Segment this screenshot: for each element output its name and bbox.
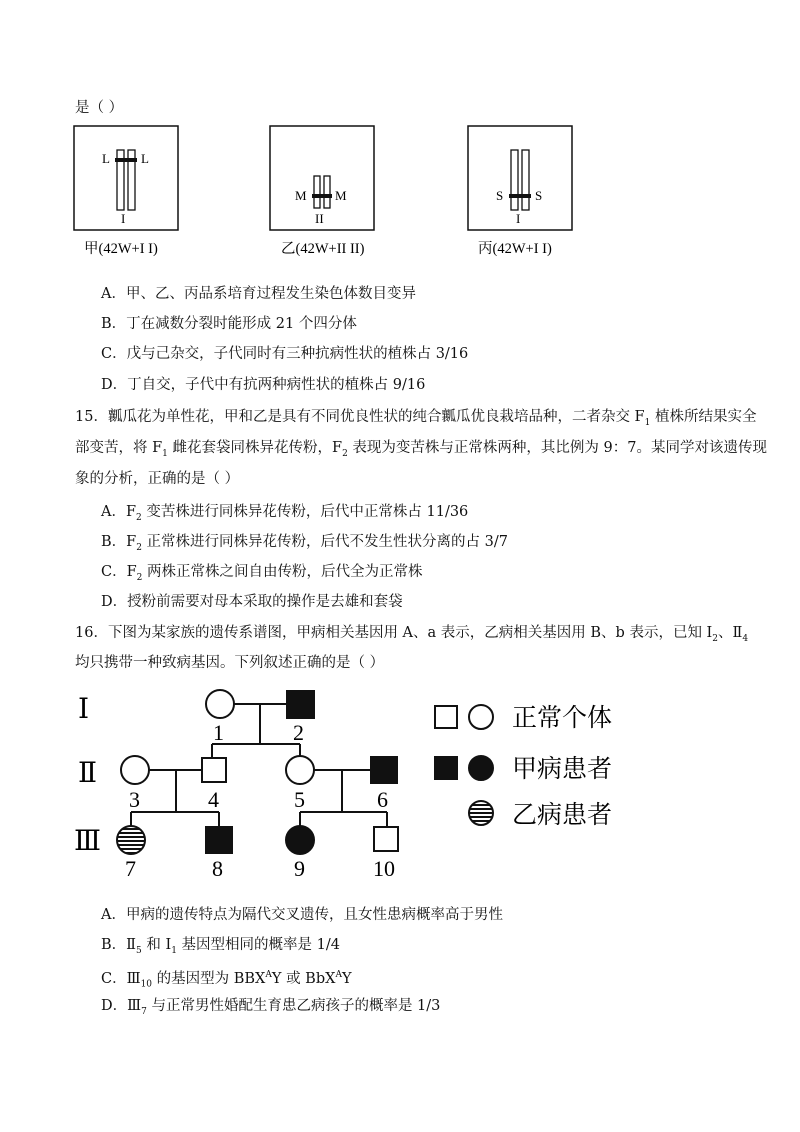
individual-4-number: 4 [208,787,219,812]
roman-label: I [121,211,126,226]
generation-label-3: Ⅲ [74,826,102,857]
pedigree-legend [435,703,612,829]
individual-3-symbol [121,756,149,784]
q14-option-d: D．丁自交，子代中有抗两种病性状的植株占 9/16 [101,377,426,393]
q14-option-c: C．戊与己杂交，子代同时有三种抗病性状的植株占 3/16 [101,346,469,362]
gene-label-left: S [496,188,504,203]
legend-disease-b-symbol [469,801,493,825]
roman-label: II [315,211,324,226]
q15-stem-line1: 15．瓤瓜花为单性花，甲和乙是具有不同优良性状的纯合瓤瓜优良栽培品种，二者杂交 $F_1$ 植株所结果实全 [75,409,757,428]
individual-8-number: 8 [212,856,223,881]
individual-10-symbol [374,827,398,851]
individual-8-symbol [206,827,232,853]
q16-option-c: C．$Ⅲ_{10}$ 的基因型为 $BBX^AY$ 或 BbX$^A$Y [101,970,352,990]
individual-1-symbol [206,690,234,718]
q15-option-a: A．$F_2$ 变苦株进行同株异花传粉，后代中正常株占 11/36 [101,504,469,523]
roman-label: I [516,211,521,226]
individual-7-number: 7 [125,856,136,881]
individual-9-number: 9 [294,856,305,881]
pedigree-lines [131,704,387,826]
individual-1-number: 1 [213,720,224,745]
individual-2-symbol [287,691,314,718]
individual-7-symbol [117,826,145,854]
q15-stem-line2: 部变苦，将 $F_1$ 雌花套袋同株异花传粉，$F_2$ 表现为变苦株与正常株两种，其比例为 9：7。某同学对该遗传现 [75,440,767,459]
figure-yi [270,126,374,230]
q16-option-a: A．甲病的遗传特点为隔代交叉遗传，且女性患病概率高于男性 [101,907,503,923]
generation-label-2: Ⅱ [78,758,98,789]
individual-9-symbol [286,826,314,854]
individual-6-number: 6 [377,787,388,812]
gene-label-right: L [141,151,149,166]
legend-disease-a-male-symbol [435,757,457,779]
q16-option-d: D．$Ⅲ_7$ 与正常男性婚配生育患乙病孩子的概率是 1/3 [101,998,441,1017]
gene-label-left: M [295,188,307,203]
figure-bing [468,126,572,230]
q16-option-b: B．$Ⅱ_5$ 和 $I_1$ 基因型相同的概率是 1/4 [101,937,340,956]
gene-label-right: M [335,188,347,203]
legend-disease-a-label: 甲病患者 [512,754,613,783]
legend-normal-female-symbol [469,705,493,729]
legend-normal-label: 正常个体 [512,703,613,732]
q15-option-b: B．$F_2$ 正常株进行同株异花传粉，后代不发生性状分离的占 3/7 [101,534,509,553]
figure-caption-yi: 乙(42W+II II) [281,241,365,257]
legend-normal-male-symbol [435,706,457,728]
q14-option-b: B．丁在减数分裂时能形成 21 个四分体 [101,316,357,332]
individual-5-symbol [286,756,314,784]
individual-10-number: 10 [373,856,395,881]
q15-option-d: D．授粉前需要对母本采取的操作是去雄和套袋 [101,594,403,610]
pedigree-chart [0,680,800,890]
q14-tail: 是（ ） [75,100,124,116]
q16-stem-line1: 16．下图为某家族的遗传系谱图，甲病相关基因用 A、a 表示，乙病相关基因用 B、b 表示，已知 $I_2$、$Ⅱ_4$ [75,625,749,644]
generation-label-1: Ⅰ [78,694,90,725]
q15-option-c: C．$F_2$ 两株正常株之间自由传粉，后代全为正常株 [101,564,423,583]
legend-disease-b-label: 乙病患者 [512,800,613,829]
legend-disease-a-female-symbol [469,756,493,780]
individual-2-number: 2 [293,720,304,745]
individual-5-number: 5 [294,787,305,812]
gene-label-right: S [535,188,543,203]
individual-6-symbol [371,757,397,783]
gene-label-left: L [102,151,110,166]
figure-jia [74,126,178,230]
q14-chromosome-figures [0,120,800,280]
individual-3-number: 3 [129,787,140,812]
individual-4-symbol [202,758,226,782]
figure-caption-jia: 甲(42W+I I) [84,241,158,257]
q15-stem-line3: 象的分析，正确的是（ ） [75,471,240,487]
q14-option-a: A．甲、乙、丙品系培育过程发生染色体数目变异 [101,286,416,302]
q16-stem-line2: 均只携带一种致病基因。下列叙述正确的是（ ） [75,655,385,671]
figure-caption-bing: 丙(42W+I I) [478,241,552,257]
